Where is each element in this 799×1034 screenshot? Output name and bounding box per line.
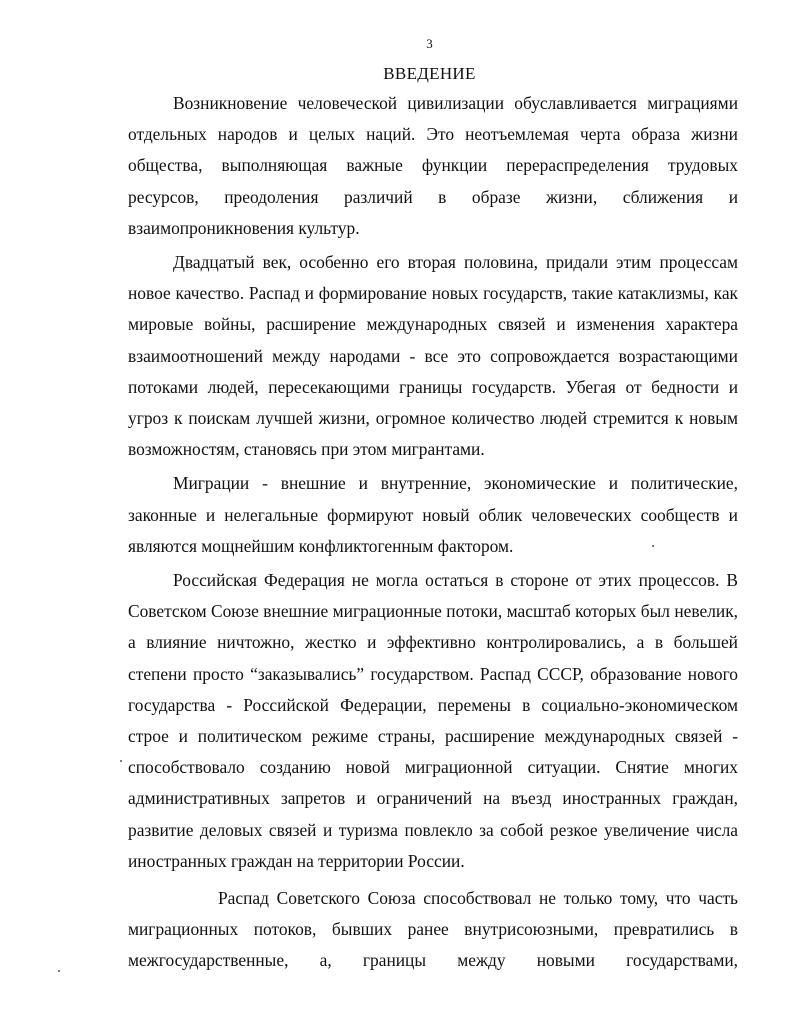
section-heading: ВВЕДЕНИЕ bbox=[383, 64, 476, 83]
scan-speck bbox=[652, 545, 654, 547]
paragraph-3: Миграции - внешние и внутренние, экономические и политические, законные и нелегальные формируют новый облик человеческих сообществ и являются мощнейшим конфликтогенным фактором. bbox=[128, 473, 738, 556]
scan-speck bbox=[120, 760, 122, 762]
paragraph-1: Возникновение человеческой цивилизации обуславливается миграциями отдельных народов и целых наций. Это неотъемлемая черта образа жизни общества, выполняющая важные функции перераспределения трудовых ресурсов, преодоления различий в образе жизни, сближения и взаимопроникновения культур. bbox=[128, 93, 738, 238]
paragraph-5: Распад Советского Союза способствовал не только тому, что часть миграционных потоков, бывших ранее внутрисоюзными, превратились в межгосударственные, а, границы между новыми государствами, bbox=[128, 888, 738, 971]
paragraph-2: Двадцатый век, особенно его вторая половина, придали этим процессам новое качество. Распад и формирование новых государств, такие катаклизмы, как мировые войны, расширение международных связей и изменения характера взаимоотношений между народами - все это сопровождается возрастающими потоками людей, пересекающими границы государств. Убегая от бедности и угроз к поискам лучшей жизни, огромное количество людей стремится к новым возможностям, становясь при этом мигрантами. bbox=[128, 252, 738, 460]
page-number: 3 bbox=[426, 36, 433, 51]
scan-speck bbox=[58, 970, 60, 972]
paragraph-4: Российская Федерация не могла остаться в стороне от этих процессов. В Советском Союзе внешние миграционные потоки, масштаб которых был невелик, а влияние ничтожно, жестко и эффективно контролировались, а в большей степени просто “заказывались” государством. Распад СССР, образование нового государства - Российской Федерации, перемены в социально-экономическом строе и политическом режиме страны, расширение международных связей - способствовало созданию новой миграционной ситуации. Снятие многих административных запретов и ограничений на въезд иностранных граждан, развитие деловых связей и туризма повлекло за собой резкое увеличение числа иностранных граждан на территории России. bbox=[128, 570, 738, 871]
document-body bbox=[128, 88, 738, 977]
